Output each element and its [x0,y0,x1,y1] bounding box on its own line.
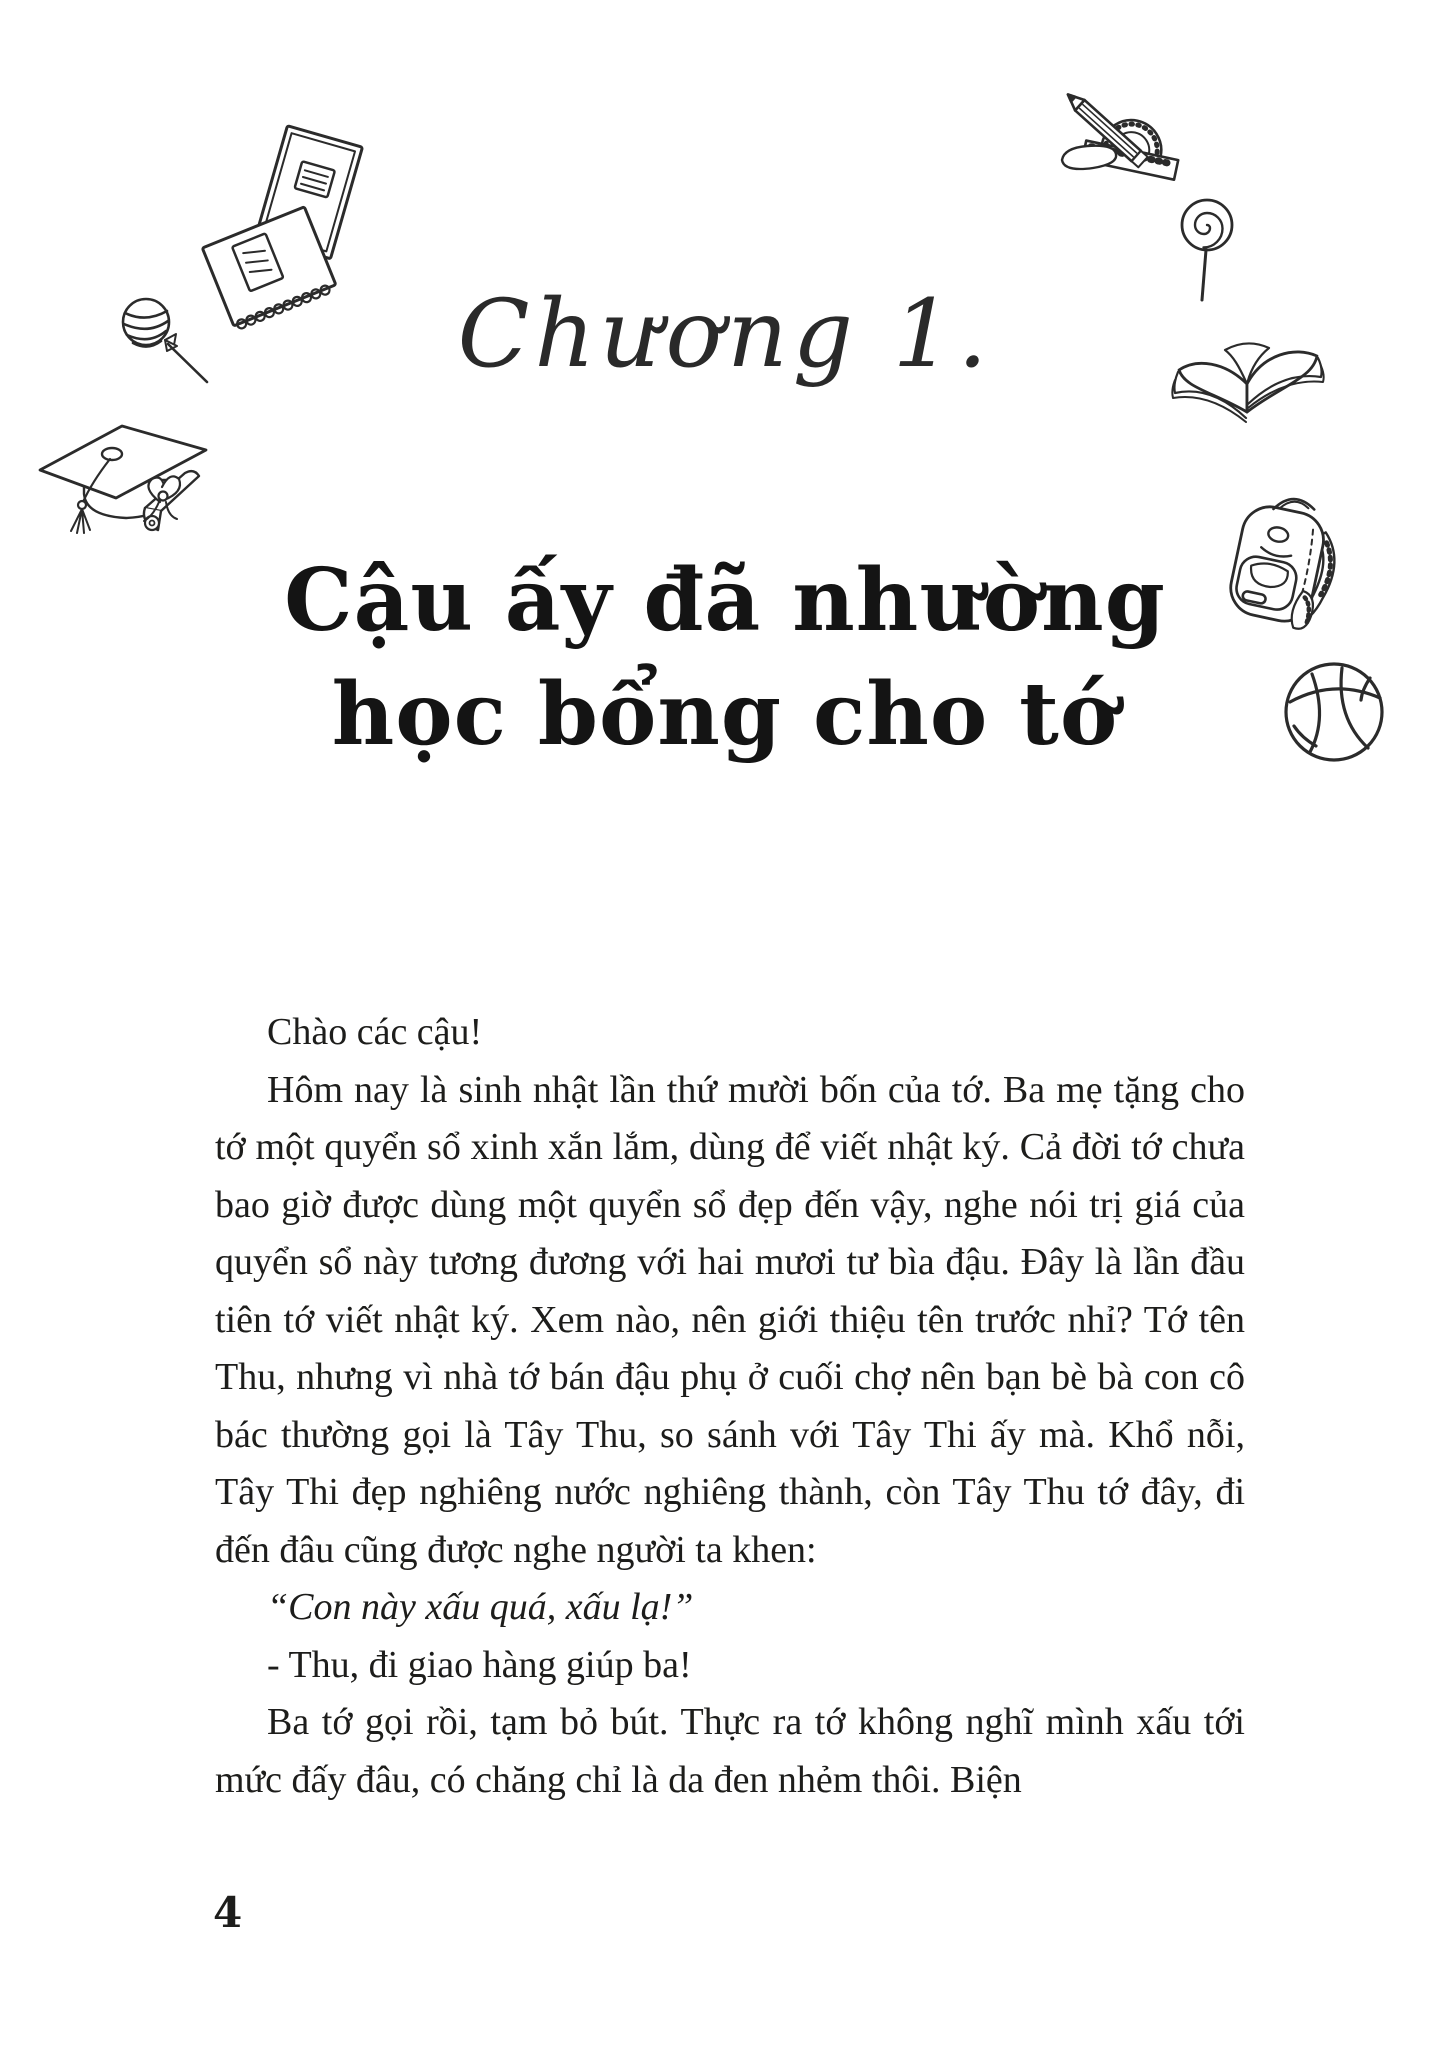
body-text [215,1004,1245,1809]
chapter-title-line-2: học bổng cho tớ [331,664,1119,765]
chapter-title [0,544,1450,772]
paragraph: “Con này xấu quá, xấu lạ!” [267,1586,694,1628]
paragraph: Ba tớ gọi rồi, tạm bỏ bút. Thực ra tớ không nghĩ mình xấu tới mức đấy đâu, có chăng chỉ là da đen nhẻm thôi. Biện [215,1701,1245,1801]
page-number: 4 [213,1888,243,1937]
pencil-ruler-eraser-icon [1050,92,1190,202]
chapter-title-line-1: Cậu ấy đã nhường [284,550,1166,651]
chapter-label: Chương 1. [457,280,993,389]
paragraph: Chào các cậu! [267,1011,483,1053]
paragraph: Hôm nay là sinh nhật lần thứ mười bốn của tớ. Ba mẹ tặng cho tớ một quyển sổ xinh xắn lắm, dùng để viết nhật ký. Cả đời tớ chưa bao giờ được dùng một quyển sổ đẹp đến vậy, nghe nói trị giá của quyển sổ này tương đương với hai mươi tư bìa đậu. Đây là lần đầu tiên tớ viết nhật ký. Xem nào, nên giới thiệu tên trước nhỉ? Tớ tên Thu, nhưng vì nhà tớ bán đậu phụ ở cuối chợ nên bạn bè bà con cô bác thường gọi là Tây Thu, so sánh với Tây Thi ấy mà. Khổ nỗi, Tây Thi đẹp nghiêng nước nghiêng thành, còn Tây Thu tớ đây, đi đến đâu cũng được nghe người ta khen: [215,1068,1245,1571]
graduation-cap-icon [26,410,226,555]
paragraph: - Thu, đi giao hàng giúp ba! [267,1643,692,1686]
